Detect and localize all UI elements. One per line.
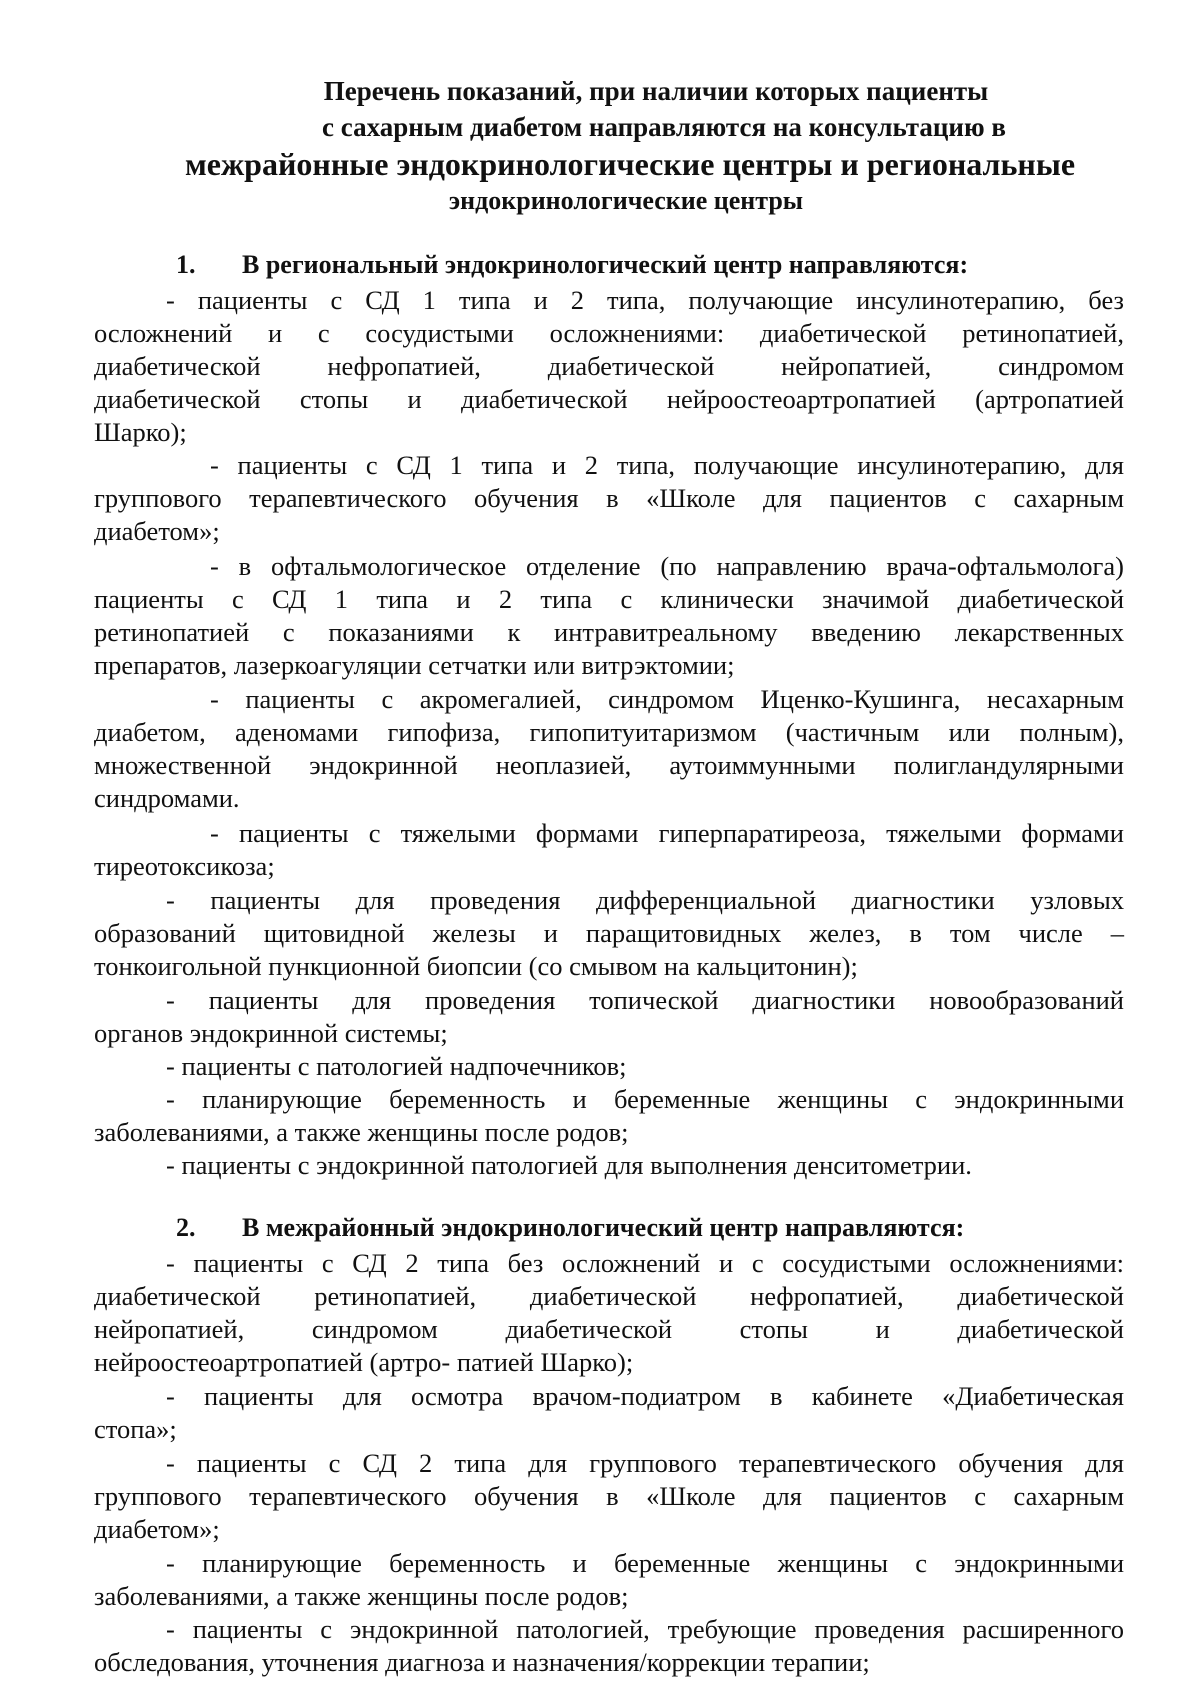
section-2-line: заболеваниями, а также женщины после родов; (94, 1581, 629, 1611)
section-1-line: - пациенты с СД 1 типа и 2 типа, получающие инсулинотерапию, для (210, 450, 1124, 480)
section-1-line: пациенты с СД 1 типа и 2 типа с клинически значимой диабетической (94, 584, 1124, 614)
section-2-line: группового терапевтического обучения в «Школе для пациентов с сахарным (94, 1481, 1124, 1511)
section-1-line: заболеваниями, а также женщины после родов; (94, 1117, 629, 1147)
section-2-line: - пациенты с эндокринной патологией, требующие проведения расширенного (166, 1614, 1124, 1644)
section-1-line: группового терапевтического обучения в «Школе для пациентов с сахарным (94, 483, 1124, 513)
section-1-line: - пациенты с эндокринной патологией для выполнения денситометрии. (166, 1150, 972, 1180)
section-1-heading (176, 250, 968, 280)
document-title-line-3: межрайонные эндокринологические центры и региональные (184, 146, 1076, 182)
section-1-line: ретинопатией с показаниями к интравитреальному введению лекарственных (94, 617, 1124, 647)
section-1-line: диабетом»; (94, 516, 220, 546)
section-2-heading (176, 1213, 964, 1243)
section-1-line: образований щитовидной железы и паращитовидных желез, в том числе – (94, 918, 1124, 948)
section-1-heading-text: В региональный эндокринологический центр направляются: (242, 250, 969, 279)
section-2-line: - планирующие беременность и беременные женщины с эндокринными (166, 1548, 1124, 1578)
section-1-line: - в офтальмологическое отделение (по направлению врача-офтальмолога) (210, 551, 1124, 581)
section-2-line: - пациенты для осмотра врачом-подиатром в кабинете «Диабетическая (166, 1381, 1124, 1411)
section-2-line: стопа»; (94, 1414, 177, 1444)
section-2-number: 2. (176, 1213, 196, 1242)
section-1-number: 1. (176, 250, 196, 279)
section-1-line: диабетической стопы и диабетической нейроостеоартропатией (артропатией (94, 384, 1124, 414)
document-title-line-1: Перечень показаний, при наличии которых пациенты (323, 76, 989, 106)
section-1-line: - пациенты с патологией надпочечников; (166, 1051, 627, 1081)
section-1-line: диабетической нефропатией, диабетической нейропатией, синдромом (94, 351, 1124, 381)
section-1-line: осложнений и с сосудистыми осложнениями: диабетической ретинопатией, (94, 318, 1124, 348)
section-1-line: тиреотоксикоза; (94, 851, 275, 881)
section-1-line: - пациенты для проведения топической диагностики новообразований (166, 985, 1124, 1015)
section-1-line: диабетом, аденомами гипофиза, гипопитуитаризмом (частичным или полным), (94, 717, 1124, 747)
section-2-heading-text: В межрайонный эндокринологический центр направляются: (242, 1213, 965, 1242)
section-2-line: диабетом»; (94, 1514, 220, 1544)
section-2-line: обследования, уточнения диагноза и назначения/коррекции терапии; (94, 1647, 870, 1677)
section-1-line: синдромами. (94, 783, 240, 813)
section-1-line: тонкоигольной пункционной биопсии (со смывом на кальцитонин); (94, 951, 858, 981)
section-2-line: - пациенты с СД 2 типа без осложнений и с сосудистыми осложнениями: (166, 1248, 1124, 1278)
section-1-line: - пациенты с СД 1 типа и 2 типа, получающие инсулинотерапию, без (166, 285, 1124, 315)
section-2-line: нейропатией, синдромом диабетической стопы и диабетической (94, 1314, 1124, 1344)
document-title-line-4: эндокринологические центры (448, 186, 804, 215)
section-1-line: Шарко); (94, 417, 187, 447)
section-1-line: - пациенты с тяжелыми формами гиперпаратиреоза, тяжелыми формами (210, 818, 1124, 848)
section-2-line: нейроостеоартропатией (артро- патией Шарко); (94, 1347, 634, 1377)
section-1-line: органов эндокринной системы; (94, 1018, 448, 1048)
section-1-line: - пациенты для проведения дифференциальной диагностики узловых (166, 885, 1124, 915)
section-1-line: препаратов, лазеркоагуляции сетчатки или витрэктомии; (94, 650, 735, 680)
section-1-line: множественной эндокринной неоплазией, аутоиммунными полигландулярными (94, 750, 1124, 780)
section-1-line: - планирующие беременность и беременные женщины с эндокринными (166, 1084, 1124, 1114)
document-title-line-2: с сахарным диабетом направляются на консультацию в (322, 112, 1006, 142)
section-2-line: - пациенты с СД 2 типа для группового терапевтического обучения для (166, 1448, 1124, 1478)
section-2-line: диабетической ретинопатией, диабетической нефропатией, диабетической (94, 1281, 1124, 1311)
section-1-line: - пациенты с акромегалией, синдромом Иценко-Кушинга, несахарным (210, 684, 1124, 714)
